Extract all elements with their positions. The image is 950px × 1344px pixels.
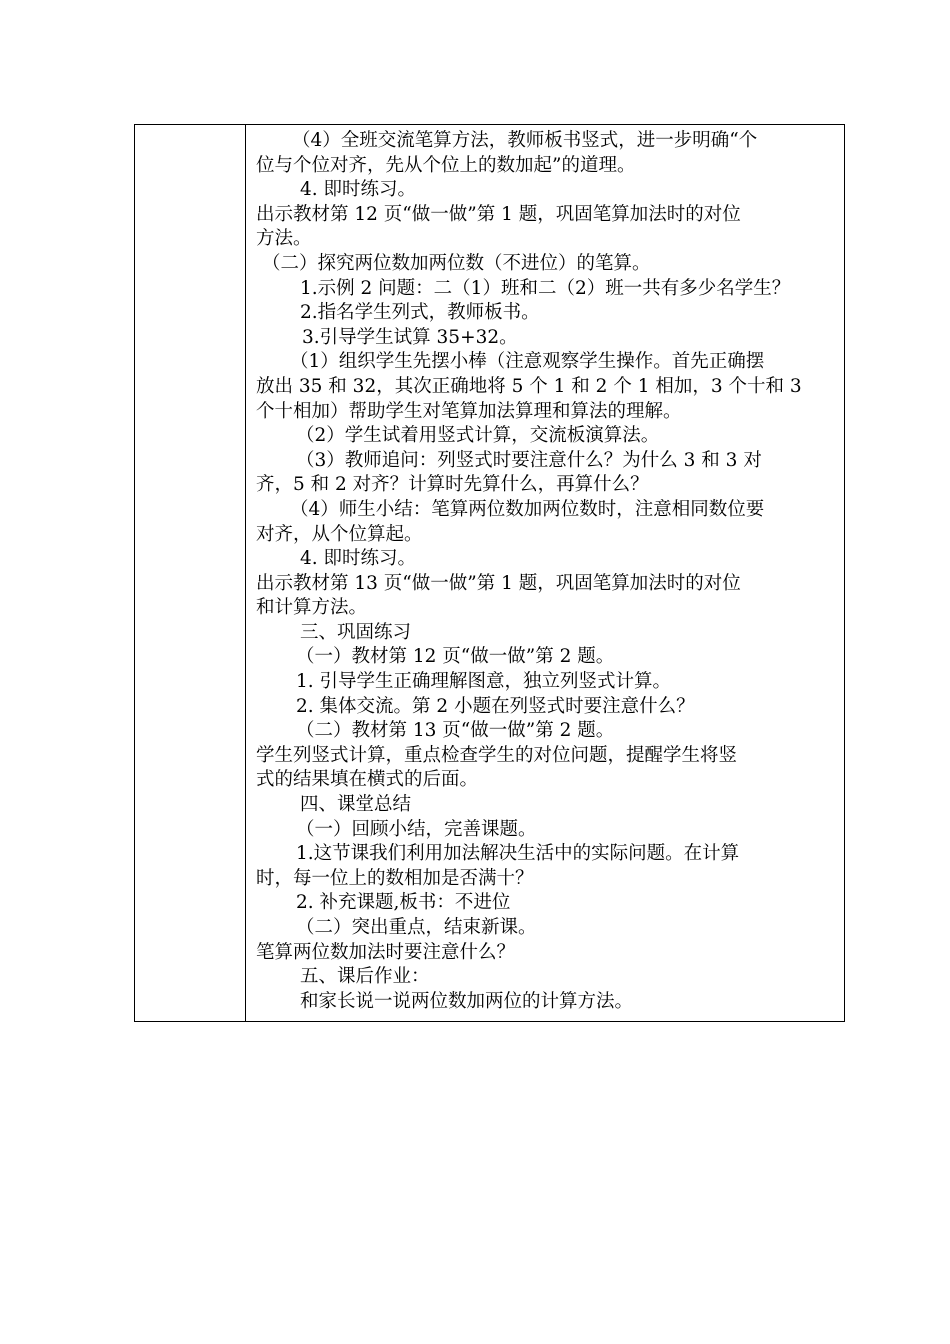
text-line: （二）探究两位数加两位数（不进位）的笔算。 bbox=[262, 252, 651, 274]
text-line: 1. 引导学生正确理解图意，独立列竖式计算。 bbox=[296, 671, 672, 693]
text-line: 2.指名学生列式，教师板书。 bbox=[300, 302, 540, 324]
section-heading: 四、课堂总结 bbox=[300, 794, 412, 816]
text-line: 个十相加）帮助学生对笔算加法算理和算法的理解。 bbox=[256, 400, 682, 422]
text-line: 和家长说一说两位数加两位的计算方法。 bbox=[300, 990, 634, 1012]
text-line: （3）教师追问：列竖式时要注意什么？为什么 3 和 3 对 bbox=[296, 449, 762, 471]
text-line: 时，每一位上的数相加是否满十？ bbox=[256, 867, 534, 889]
text-line: 2. 补充课题,板书：不进位 bbox=[296, 892, 511, 914]
content-cell bbox=[246, 125, 845, 1022]
text-line: （2）学生试着用竖式计算，交流板演算法。 bbox=[296, 425, 660, 447]
text-line: 出示教材第 12 页“做一做”第 1 题，巩固笔算加法时的对位 bbox=[256, 203, 741, 225]
text-line: （一）回顾小结，完善课题。 bbox=[296, 818, 537, 840]
text-line: （二）教材第 13 页“做一做”第 2 题。 bbox=[296, 720, 615, 742]
text-line: （一）教材第 12 页“做一做”第 2 题。 bbox=[296, 646, 615, 668]
label-cell bbox=[135, 125, 246, 1022]
text-line: 1.示例 2 问题：二（1）班和二（2）班一共有多少名学生？ bbox=[300, 277, 791, 299]
text-line: （二）突出重点，结束新课。 bbox=[296, 917, 537, 938]
text-line: 放出 35 和 32，其次正确地将 5 个 1 和 2 个 1 相加，3 个十和 3 bbox=[256, 375, 802, 397]
text-line: （1）组织学生先摆小棒（注意观察学生操作。首先正确摆 bbox=[290, 351, 765, 373]
lesson-plan-table bbox=[134, 124, 845, 1022]
text-line: 3.引导学生试算 35+32。 bbox=[302, 326, 518, 348]
text-line: 位与个位对齐，先从个位上的数加起”的道理。 bbox=[256, 154, 636, 176]
text-line: 齐，5 和 2 对齐？计算时先算什么，再算什么？ bbox=[256, 474, 649, 496]
text-line: 方法。 bbox=[256, 228, 312, 250]
text-line: 学生列竖式计算，重点检查学生的对位问题，提醒学生将竖 bbox=[256, 744, 738, 766]
table-row bbox=[135, 125, 845, 1022]
lesson-content bbox=[246, 125, 844, 1014]
section-heading: 五、课后作业： bbox=[300, 966, 430, 988]
text-line: （4）全班交流笔算方法，教师板书竖式，进一步明确“个 bbox=[292, 130, 758, 151]
section-heading: 三、巩固练习 bbox=[300, 621, 412, 643]
text-line: 4. 即时练习。 bbox=[300, 179, 417, 201]
text-line: 出示教材第 13 页“做一做”第 1 题，巩固笔算加法时的对位 bbox=[256, 572, 741, 594]
text-line: 式的结果填在横式的后面。 bbox=[256, 769, 479, 791]
text-line: 1.这节课我们利用加法解决生活中的实际问题。在计算 bbox=[296, 843, 740, 865]
text-line: 对齐，从个位算起。 bbox=[256, 523, 423, 545]
text-line: 2. 集体交流。第 2 小题在列竖式时要注意什么？ bbox=[296, 695, 695, 717]
text-line: （4）师生小结：笔算两位数加两位数时，注意相同数位要 bbox=[290, 498, 765, 520]
text-line: 4. 即时练习。 bbox=[300, 548, 417, 570]
text-line: 笔算两位数加法时要注意什么？ bbox=[256, 941, 516, 963]
text-line: 和计算方法。 bbox=[256, 597, 368, 619]
